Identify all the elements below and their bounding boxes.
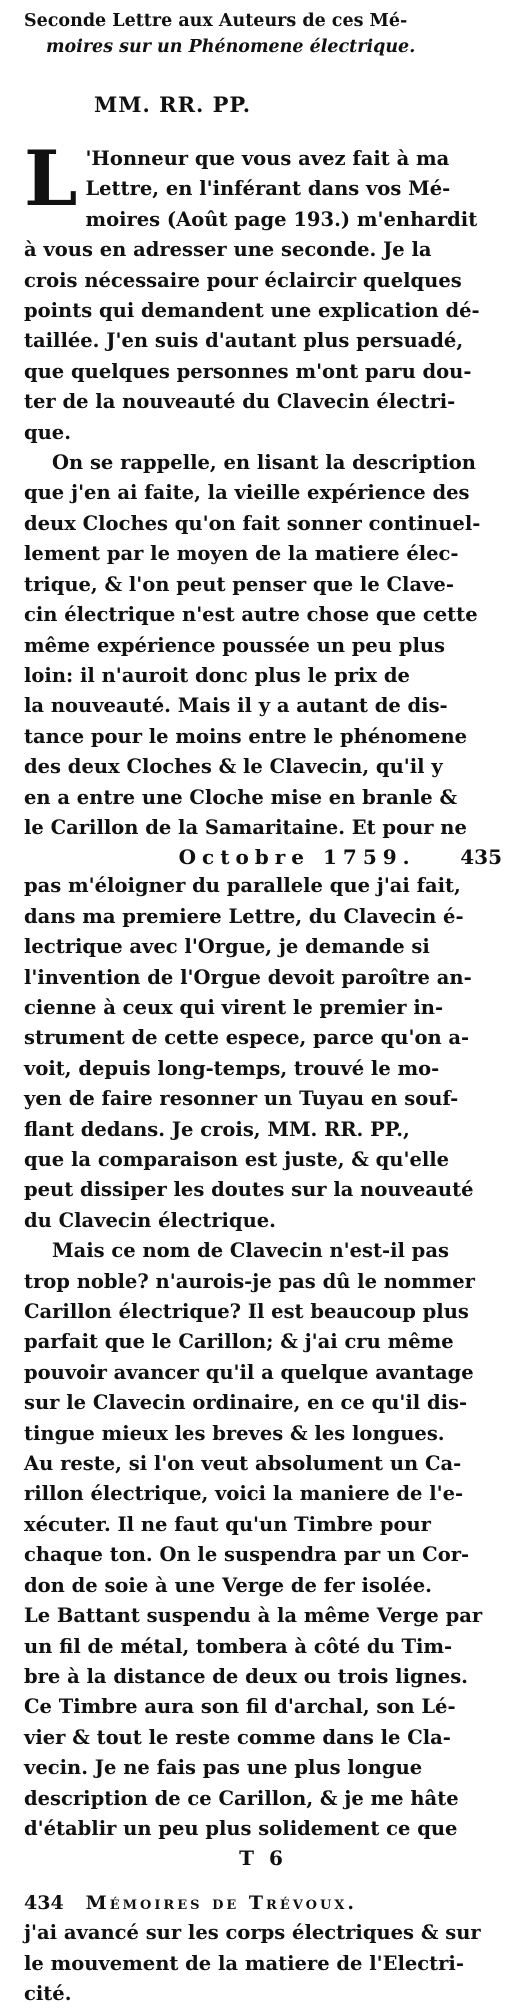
title-line-1: Seconde Lettre aux Auteurs de ces Mé-	[24, 11, 408, 31]
text-line: Le Battant suspendu à la même Verge par	[24, 1604, 483, 1628]
page-number: 435	[460, 845, 502, 870]
catchword: T 6	[239, 1846, 287, 1871]
paragraph-5	[24, 1918, 502, 2009]
text-line: en a entre une Cloche mise en branle &	[24, 785, 458, 809]
text-line: lectrique avec l'Orgue, je demande si	[24, 935, 430, 959]
text-line: pouvoir avancer qu'il a quelque avantage	[24, 1360, 474, 1384]
text-line: cité.	[24, 1982, 72, 2006]
text-line: On se rappelle, en lisant la description	[52, 451, 476, 475]
text-line: moires (Août page 193.) m'enhardit	[85, 207, 478, 231]
text-line: crois nécessaire pour éclaircir quelques	[24, 268, 462, 292]
text-line: 'Honneur que vous avez fait à ma	[85, 147, 450, 170]
text-line: à vous en adresser une seconde. Je la	[24, 238, 432, 262]
text-line: Mais ce nom de Clavecin n'est-il pas	[52, 1239, 449, 1263]
text-line: même expérience poussée un peu plus	[24, 633, 446, 657]
text-line: parfait que le Carillon; & j'ai cru même	[24, 1330, 454, 1354]
text-line: peut dissiper les doutes sur la nouveauté	[24, 1178, 474, 1202]
text-line: Lettre, en l'inférant dans vos Mé-	[85, 177, 451, 201]
text-line: points qui demandent une explication dé-	[24, 299, 480, 323]
text-line: le mouvement de la matiere de l'Electri-	[24, 1951, 464, 1975]
paragraph-5-lines	[24, 1918, 502, 2009]
text-line: d'établir un peu plus solidement ce que	[24, 1816, 458, 1840]
text-line: que la comparaison est juste, & qu'elle	[24, 1148, 450, 1171]
paragraph-1-lines	[24, 134, 502, 448]
text-line: tingue mieux les breves & les longues.	[24, 1421, 445, 1445]
text-line: Carillon électrique? Il est beaucoup plus	[24, 1300, 469, 1324]
text-line: la nouveauté. Mais il y a autant de dis-	[24, 694, 448, 718]
text-line: voit, depuis long-temps, trouvé le mo-	[24, 1056, 440, 1080]
text-line: que.	[24, 420, 72, 444]
text-line: loin: il n'auroit donc plus le prix de	[24, 663, 410, 687]
text-line: cienne à ceux qui virent le premier in-	[24, 995, 444, 1019]
paragraph-3-lines	[24, 871, 502, 1236]
text-line: ter de la nouveauté du Clavecin électri-	[24, 390, 456, 414]
text-line: cin électrique n'est autre chose que cette	[24, 603, 478, 627]
text-line: chaque ton. On le suspendra par un Cor-	[24, 1543, 470, 1567]
text-line: Au reste, si l'on veut absolument un Ca-	[24, 1452, 462, 1476]
text-line: strument de cette espece, parce qu'on a-	[24, 1026, 470, 1050]
text-line: Ce Timbre aura son fil d'archal, son Lé-	[24, 1695, 456, 1719]
drop-cap: L	[24, 134, 78, 223]
text-line: trop noble? n'aurois-je pas dû le nommer	[24, 1269, 475, 1293]
text-line: du Clavecin électrique.	[24, 1208, 276, 1232]
paragraph-2	[24, 448, 502, 843]
text-line: deux Cloches qu'on fait sonner continuel-	[24, 511, 481, 535]
text-line: le Carillon de la Samaritaine. Et pour ne	[24, 815, 467, 839]
paragraph-3	[24, 871, 502, 1236]
title-line-2: moires sur un Phénomene électrique.	[46, 37, 416, 57]
running-header-date: Octobre 1759.	[178, 845, 416, 870]
page	[24, 8, 502, 2010]
text-line: tance pour le moins entre le phénomene	[24, 724, 468, 748]
text-line: dans ma premiere Lettre, du Clavecin é-	[24, 904, 464, 928]
salutation: MM. RR. PP.	[94, 92, 252, 117]
journal-title: Mémoires de Trévoux.	[85, 1892, 357, 1915]
text-line: flant dedans. Je crois, MM. RR. PP.,	[24, 1117, 410, 1141]
page-number-2: 434	[24, 1892, 64, 1915]
text-line: lement par le moyen de la matiere élec-	[24, 542, 459, 566]
paragraph-4-lines	[24, 1236, 502, 1844]
text-line: trique, & l'on peut penser que le Clave-	[24, 572, 454, 596]
running-header-2	[24, 1888, 502, 1918]
text-line: don de soie à une Verge de fer isolée.	[24, 1573, 432, 1597]
text-line: rillon électrique, voici la maniere de l'e-	[24, 1482, 464, 1506]
paragraph-1	[24, 134, 502, 448]
text-line: taillée. J'en suis d'autant plus persuadé,	[24, 329, 464, 353]
text-line: sur le Clavecin ordinaire, en ce qu'il dis-	[24, 1391, 468, 1415]
text-line: j'ai avancé sur les corps électriques & sur	[24, 1921, 481, 1945]
text-line: des deux Cloches & le Clavecin, qu'il y	[24, 755, 443, 779]
letter-title	[24, 8, 502, 60]
text-line: bre à la distance de deux ou trois lignes.	[24, 1664, 468, 1688]
text-line: description de ce Carillon, & je me hâte	[24, 1786, 459, 1810]
text-line: l'invention de l'Orgue devoit paroître an-	[24, 965, 472, 989]
paragraph-4	[24, 1236, 502, 1844]
text-line: un fil de métal, tombera à côté du Tim-	[24, 1634, 453, 1658]
text-line: pas m'éloigner du parallele que j'ai fait,	[24, 874, 461, 898]
paragraph-2-lines	[24, 448, 502, 843]
text-line: vecin. Je ne fais pas une plus longue	[24, 1756, 423, 1780]
text-line: xécuter. Il ne faut qu'un Timbre pour	[24, 1512, 431, 1536]
running-header	[24, 843, 502, 871]
text-line: que j'en ai faite, la vieille expérience des	[24, 481, 470, 505]
text-line: que quelques personnes m'ont paru dou-	[24, 359, 472, 383]
text-line: yen de faire resonner un Tuyau en souf-	[24, 1087, 459, 1111]
text-line: vier & tout le reste comme dans le Cla-	[24, 1725, 451, 1749]
